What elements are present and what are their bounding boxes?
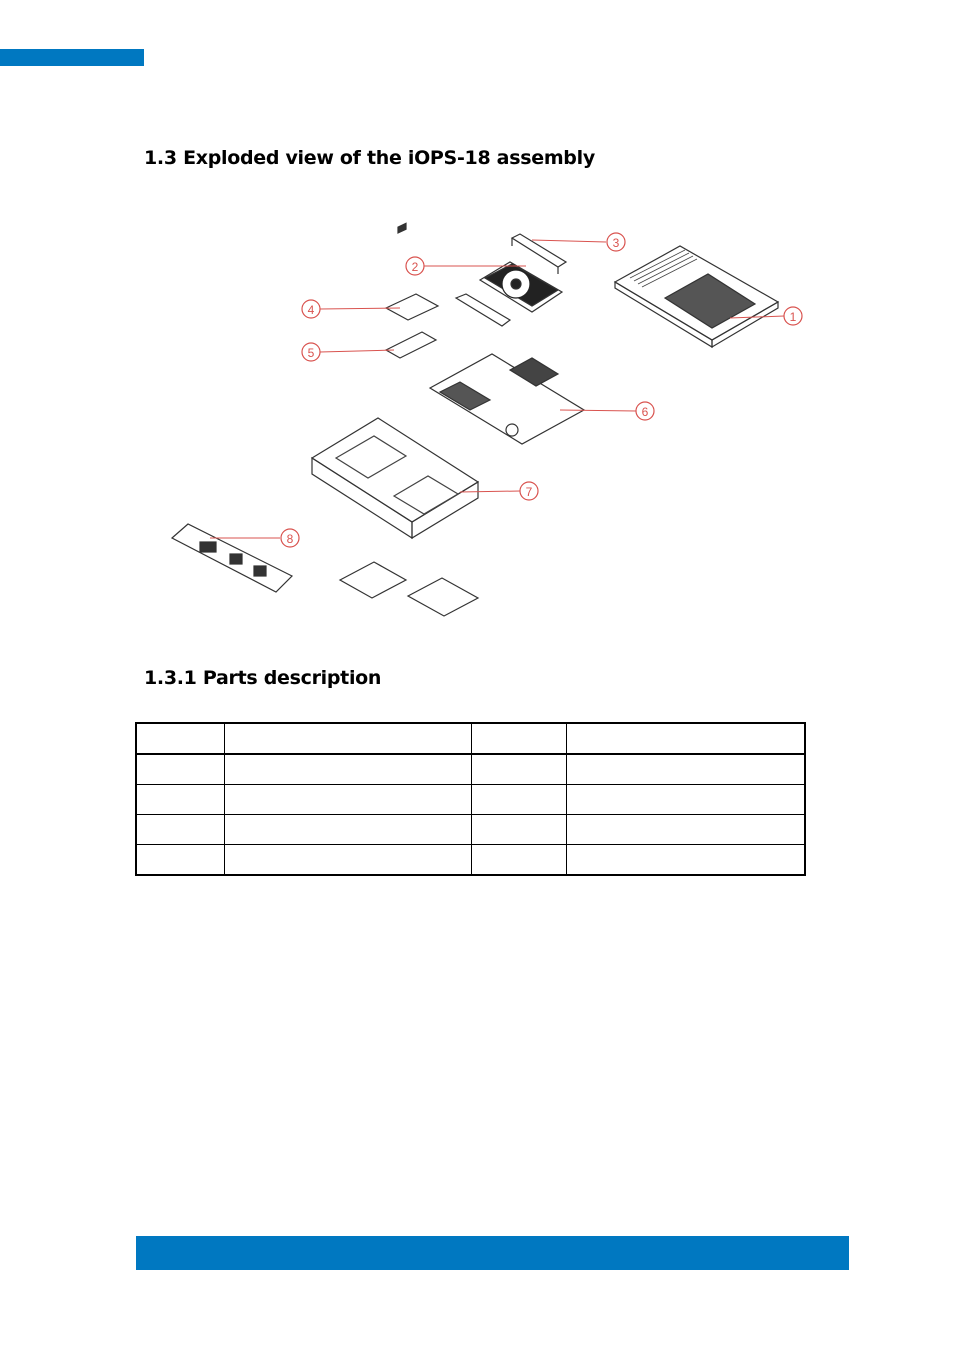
table-row [136,785,805,815]
table-cell [224,815,471,845]
table-cell [566,785,805,815]
callout-4 [302,300,320,318]
footer-accent-bar [136,1236,849,1270]
table-cell [471,845,566,876]
table-cell [136,845,224,876]
table-row [136,754,805,785]
table-cell [224,845,471,876]
chassis-drawing [312,418,478,538]
table-cell [136,723,224,754]
table-cell [136,754,224,785]
table-cell [566,815,805,845]
table-row [136,723,805,754]
header-accent-bar [0,49,144,66]
svg-text:8: 8 [286,532,294,546]
mainboard-drawing [430,354,584,444]
table-cell [224,754,471,785]
svg-text:3: 3 [612,236,620,250]
table-cell [471,815,566,845]
table-cell [566,845,805,876]
table-row [136,845,805,876]
callout-2 [406,257,424,275]
table-cell [136,815,224,845]
subsection-title: 1.3.1 Parts description [144,667,382,689]
io-bracket-drawing [172,524,292,592]
table-cell [471,785,566,815]
callout-8 [281,529,299,547]
svg-text:1: 1 [789,310,797,324]
svg-text:7: 7 [525,485,533,499]
table-cell [566,723,805,754]
top-cover-drawing [615,246,778,347]
callout-7 [520,482,538,500]
callout-5 [302,343,320,361]
parts-description-table [135,722,806,876]
bottom-cover-right-drawing [408,578,478,616]
svg-text:4: 4 [307,303,315,317]
callout-1 [784,307,802,325]
table-cell [566,754,805,785]
memory-module-drawing [386,223,436,358]
table-cell [224,723,471,754]
table-cell [224,785,471,815]
heatsink-drawing [456,262,562,326]
callout-6 [636,402,654,420]
callout-3 [607,233,625,251]
table-cell [471,754,566,785]
table-cell [471,723,566,754]
module-card-drawing [386,294,438,320]
exploded-view-diagram [160,220,820,630]
bottom-cover-left-drawing [340,562,406,598]
table-row [136,815,805,845]
table-cell [136,785,224,815]
svg-text:5: 5 [307,346,315,360]
svg-text:6: 6 [641,405,649,419]
svg-text:2: 2 [411,260,419,274]
section-title: 1.3 Exploded view of the iOPS-18 assembly [144,147,595,169]
